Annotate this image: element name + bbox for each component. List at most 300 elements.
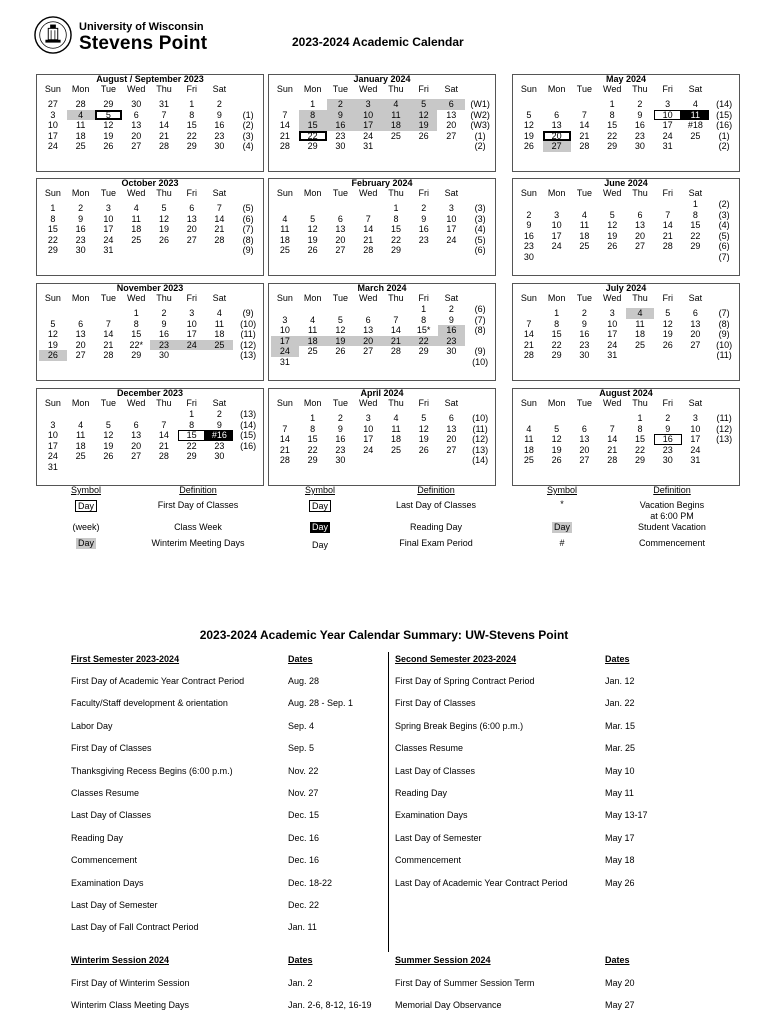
day-cell: 3 [554,209,560,220]
day-cell: 22 [299,131,327,142]
day-header: Sun [44,293,61,304]
day-cell: 21 [607,444,618,455]
day-header: Mon [71,398,90,409]
week-number [709,455,739,466]
first-semester-date: Sep. 4 [288,720,315,731]
day-cell: 10 [279,325,290,336]
day-cell: 10 [363,423,374,434]
day-cell: 30 [662,455,673,466]
day-cell: 18 [131,224,142,235]
day-cell: 16 [654,434,682,445]
day-cell: 24 [363,444,374,455]
day-cell [39,308,67,319]
day-cell: 15 [607,120,618,131]
week-number: (14) [472,455,489,466]
day-cell: 31 [363,141,374,152]
day-header: Tue [332,84,348,95]
day-cell [598,413,626,424]
day-cell: 17 [662,120,673,131]
day-cell: 23 [214,130,225,141]
day-header: Tue [576,398,593,409]
day-cell: 29 [607,141,618,152]
day-cell: 5 [105,419,111,430]
day-cell: 29 [690,241,701,252]
week-number: (11) [472,423,488,434]
day-cell [438,245,466,256]
day-cell: 10 [654,110,682,121]
day-cell: 20 [690,329,701,340]
day-cell [682,350,710,361]
day-header: Thu [632,84,648,95]
day-cell: 18 [75,440,86,451]
day-cell: 5 [161,203,167,213]
day-cell: 8 [189,419,195,430]
second-semester-date: Mar. 15 [605,720,636,731]
day-cell: 10 [690,423,701,434]
day-cell: 27 [186,234,197,245]
day-header: Sun [520,293,537,304]
day-cell: 1 [133,308,139,318]
day-cell: 28 [523,350,534,361]
day-cell: 23 [662,444,673,455]
legend-symbol-header-3: Symbol [546,485,577,495]
day-cell: 20 [635,230,646,241]
day-cell: 21 [158,440,169,451]
legend-symbol-exam: Day [311,540,328,550]
first-semester-label: Thanksgiving Recess Begins (6:00 p.m.) [71,765,233,776]
week-header [233,398,263,409]
day-cell: 11 [579,220,590,231]
day-header: Wed [358,84,378,95]
day-cell: 10 [186,318,197,329]
day-header: Fri [418,188,429,199]
day-cell: 5 [421,413,427,423]
day-cell: 13 [363,325,374,336]
day-cell: 6 [554,109,560,120]
first-semester-label: First Day of Classes [71,743,152,754]
week-number: (9) [718,329,730,340]
week-header [465,398,495,409]
week-number: (6) [718,241,730,252]
day-cell: 22 [186,130,197,141]
day-cell: 13 [186,213,197,224]
first-semester-date: Nov. 22 [288,765,319,776]
day-header: Tue [576,84,592,95]
week-header [709,398,739,409]
day-cell: 2 [216,99,222,109]
day-cell: 8 [609,109,615,120]
first-semester-label: Faculty/Staff development & orientation [71,698,228,709]
day-cell: 28 [662,241,673,252]
day-cell [327,203,355,214]
day-cell: 17 [607,329,618,340]
day-cell: 17 [363,434,374,445]
month-title: November 2023 [116,283,184,293]
legend-symbol-first-day: Day [66,500,106,512]
day-header: Fri [662,84,673,95]
day-header: Sun [44,84,61,95]
day-header: Fri [418,84,429,95]
first-semester-label: Last Day of Fall Contract Period [71,922,199,933]
day-cell: 27 [131,451,142,462]
legend [0,485,768,555]
day-cell: 13 [131,120,142,131]
month-1 [268,74,496,172]
day-cell: 17 [690,434,701,445]
day-cell: 11 [75,120,86,131]
day-cell: 21 [214,224,225,235]
day-cell: 3 [50,419,56,430]
day-cell [438,357,466,368]
day-cell: 12 [159,213,170,224]
day-cell: 16 [438,325,466,336]
day-header: Wed [603,293,622,304]
second-semester-label: Last Day of Academic Year Contract Period [395,877,568,888]
day-cell: 16 [214,120,225,131]
day-cell [543,199,571,210]
day-cell: 12 [47,329,58,340]
day-cell [515,99,543,110]
day-header: Sat [444,84,459,95]
day-header: Sat [688,293,703,304]
day-cell: 29 [131,350,142,361]
day-cell [299,304,327,315]
day-cell [515,199,543,210]
week-header [465,188,495,199]
day-cell: 12 [103,120,114,131]
day-cell: 30 [131,99,142,109]
day-cell: 9 [216,109,222,120]
day-cell: 10 [446,213,457,224]
day-cell: 6 [78,318,84,329]
first-semester-date: Aug. 28 [288,676,320,686]
day-cell: 6 [437,99,465,110]
day-cell [271,99,299,110]
day-cell: 1 [554,308,560,318]
day-cell: 31 [607,350,618,361]
day-cell: 14 [214,213,225,224]
day-cell: 7 [665,209,671,220]
day-cell: 20 [335,234,346,245]
day-header: Thu [388,398,404,409]
day-cell: 28 [279,141,290,152]
day-cell: 14 [579,120,590,131]
day-cell [95,409,123,420]
day-header: Sat [212,293,227,304]
day-cell [299,203,327,214]
day-cell: 28 [159,141,170,152]
first-semester-label: Last Day of Semester [71,900,158,910]
winterim-dates-header: Dates [288,955,313,965]
day-cell: 8 [310,423,316,434]
legend-def-winterim: Winterim Meeting Days [151,538,245,548]
day-cell: 9 [581,318,587,329]
day-cell: 15 [178,430,206,441]
day-cell: 7 [282,109,288,120]
day-cell: 31 [103,245,114,256]
week-number: (W1) [470,99,490,109]
day-cell: 12 [103,430,114,441]
month-title: December 2023 [116,388,184,398]
day-cell: 19 [103,440,114,451]
legend-definition-header-3: Definition [653,485,691,495]
day-cell: 17 [271,336,299,347]
day-cell: 3 [365,413,371,423]
day-cell: 21 [279,444,290,455]
day-cell: 27 [635,241,646,252]
day-cell: 8 [692,209,698,220]
week-number: (10) [716,339,733,350]
day-cell: 13 [75,329,86,340]
week-number: (1) [474,130,486,141]
month-3 [36,178,264,276]
week-number: (3) [474,203,486,213]
day-cell [95,462,123,473]
week-number: (4) [242,141,254,152]
day-cell: 20 [446,434,457,445]
day-header: Tue [576,293,593,304]
day-cell: 23 [418,234,429,245]
day-cell: 8 [637,423,643,434]
day-header: Sat [688,398,703,409]
day-cell [598,252,626,263]
winterim-label: First Day of Winterim Session [71,978,190,988]
day-cell: 19 [410,120,438,131]
day-cell: 20 [543,131,571,142]
day-cell: 5 [609,209,615,220]
month-title: October 2023 [121,178,179,188]
first-semester-date: Dec. 18-22 [288,877,333,888]
day-cell: 14 [363,224,374,235]
day-cell: 29 [103,99,114,109]
day-cell: 10 [551,220,562,231]
day-header: Sun [276,293,293,304]
day-cell: 2 [448,304,454,314]
week-number: (12) [240,339,257,350]
day-cell: 24 [662,130,673,141]
day-cell: 4 [282,213,288,224]
day-cell [682,252,710,263]
day-header: Sun [520,84,537,95]
day-cell: 14 [159,120,170,131]
legend-def-last-day: Last Day of Classes [395,500,477,510]
day-cell [626,199,654,210]
week-number: (7) [718,308,730,318]
first-semester-label: Last Day of Classes [71,810,152,821]
day-cell: 26 [418,444,429,455]
first-semester-date: Jan. 11 [288,922,317,933]
day-cell: 11 [75,430,86,441]
day-cell: 1 [189,409,195,419]
day-cell: 9 [665,423,671,434]
day-cell: 5 [310,213,316,224]
day-cell: 6 [692,308,698,318]
week-number: (6) [474,245,486,256]
week-number: (2) [474,141,486,152]
day-header: Wed [127,84,146,95]
day-cell: 20 [186,224,197,235]
day-header: Mon [303,84,322,95]
day-cell: 12 [418,423,429,434]
day-cell: 4 [78,419,84,430]
day-cell: 8 [299,110,327,121]
week-number [465,336,495,347]
day-header: Mon [547,293,566,304]
day-cell: 12 [662,318,673,329]
day-header: Tue [332,293,348,304]
day-cell: 4 [382,99,410,110]
day-cell: 18 [634,329,645,340]
day-cell: 2 [216,409,222,419]
day-cell [67,308,95,319]
day-cell: 26 [159,234,170,245]
day-cell: 22 [607,130,618,141]
week-number: (8) [242,234,254,245]
week-number: (10) [472,356,489,367]
day-cell: 9 [161,318,167,329]
day-cell: 16 [418,224,429,235]
day-cell: 18 [390,434,401,445]
day-cell: 25 [634,339,645,350]
day-cell [205,462,233,473]
day-cell [67,409,95,420]
week-number: (4) [718,220,730,231]
week-number: (14) [716,99,733,109]
day-cell [150,245,178,256]
day-cell: 15 [186,120,197,131]
day-cell: 24 [271,346,299,357]
day-cell: 7 [526,318,532,329]
day-header: Fri [186,293,197,304]
day-cell: 16 [75,224,86,235]
day-cell: 30 [214,141,225,152]
day-cell: 4 [692,99,698,109]
day-cell: 4 [526,423,532,434]
day-header: Fri [418,398,429,409]
day-cell [206,245,234,256]
day-cell: 26 [335,346,346,357]
day-header: Sun [44,188,61,199]
day-cell: 30 [335,455,346,466]
day-cell: 12 [551,434,562,445]
day-header: Tue [576,188,593,199]
day-cell: 3 [50,109,56,120]
day-header: Thu [632,293,648,304]
day-cell: 8 [133,318,139,329]
week-number: (14) [240,419,257,430]
day-cell: 15 [307,434,318,445]
week-number: (7) [718,251,730,262]
day-cell: 17 [446,224,457,235]
summer-label: Memorial Day Observance [395,1000,502,1010]
day-cell: 25 [75,451,86,462]
week-number: (9) [474,346,486,357]
day-cell: #16 [205,430,233,441]
day-cell: 28 [390,346,401,357]
day-cell: 3 [448,203,454,213]
day-cell: 21 [159,130,170,141]
day-cell: 11 [214,318,225,329]
second-semester-date: May 10 [605,765,635,776]
day-cell: 19 [523,130,534,141]
day-header: Fri [186,398,197,409]
day-cell: 30 [634,141,645,152]
day-header: Fri [418,293,429,304]
day-header: Wed [359,398,378,409]
day-cell: 2 [161,308,167,318]
day-cell: 16 [327,120,355,131]
day-cell: 8 [50,213,56,224]
day-header: Mon [303,398,322,409]
week-number: (7) [474,314,486,325]
day-cell: 9 [448,314,454,325]
day-cell: 10 [47,120,58,131]
week-number: (2) [718,199,730,209]
legend-symbol-student-vacation: Day [553,522,570,532]
day-cell: 19 [662,329,673,340]
second-semester-date: Jan. 22 [605,698,635,709]
week-number: (16) [716,120,733,131]
day-cell: 22 [307,444,318,455]
legend-symbol-vacation: * [560,499,564,509]
day-header: Sat [444,293,459,304]
day-cell: 4 [626,308,654,319]
day-cell [410,245,438,256]
day-cell: 25 [206,340,234,351]
second-semester-label: Last Day of Semester [395,832,482,843]
day-cell: 1 [692,199,698,209]
day-cell: 18 [279,234,290,245]
day-header: Mon [303,293,322,304]
legend-def-class-week: Class Week [174,522,222,532]
day-cell [571,99,599,110]
day-header: Thu [632,398,648,409]
month-11 [512,388,740,486]
month-title: June 2024 [604,178,648,188]
day-cell: 27 [47,99,58,109]
second-semester-label: Last Day of Classes [395,765,476,776]
day-cell: 29 [391,245,402,256]
day-cell [410,357,438,368]
week-header [465,84,495,95]
day-cell: 26 [551,455,562,466]
day-cell: 18 [382,120,410,131]
day-cell: 21 [662,230,673,241]
legend-def-vacation: Vacation Begins [639,500,705,510]
day-cell: 28 [607,455,618,466]
day-cell [382,357,410,368]
day-cell: 11 [280,224,290,235]
day-cell: 23 [75,234,86,245]
month-0 [36,74,264,172]
day-cell: 19 [159,224,170,235]
day-cell [626,252,654,263]
day-cell: 19 [103,130,114,141]
day-cell: 27 [131,141,142,152]
day-header: Mon [71,84,90,95]
day-cell [271,304,299,315]
day-cell: 29 [418,346,429,357]
week-number: (3) [474,213,486,224]
week-number [233,451,263,462]
day-cell: 26 [39,350,67,361]
day-cell: 31 [47,461,58,472]
campus-name: Stevens Point [79,33,208,54]
day-cell: 28 [214,234,225,245]
day-cell [382,304,410,315]
day-cell [206,350,234,361]
day-cell [654,199,682,210]
